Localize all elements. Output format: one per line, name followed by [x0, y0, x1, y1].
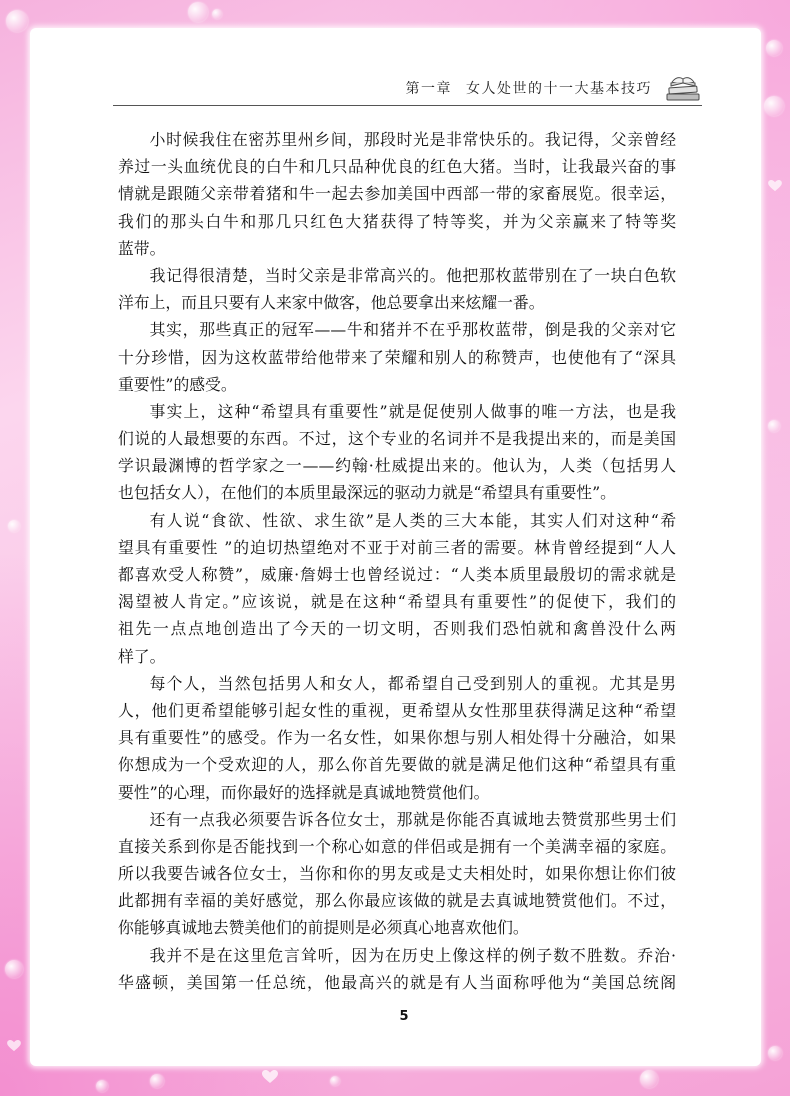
decorative-bubble	[5, 960, 23, 978]
text-line: 我记得很清楚，当时父亲是非常高兴的。他把那枚蓝带别在了一块白色软	[149, 265, 676, 285]
decorative-bubble	[640, 1070, 658, 1088]
chapter-title: 女人处世的十一大基本技巧	[466, 81, 652, 97]
decorative-bubble	[766, 40, 782, 56]
text-line: 你能够真诚地去赞美他们的前提则是必须真心地喜欢他们。	[118, 918, 529, 938]
text-line: 小时候我住在密苏里州乡间，那段时光是非常快乐的。我记得，父亲曾经	[149, 130, 676, 149]
text-line: 具有重要性”的感受。作为一名女性，如果你想与别人相处得十分融洽，如果	[118, 728, 676, 748]
text-line: 所以我要告诫各位女士，当你和你的男友或是丈夫相处时，如果你想让你们彼	[118, 864, 676, 884]
decorative-bubble	[150, 1074, 164, 1088]
paragraph	[118, 316, 676, 398]
header-rule	[113, 105, 702, 106]
paragraph	[118, 398, 676, 507]
text-line: 们说的人最想要的东西。不过，这个专业的名词并不是我提出来的，而是美国	[118, 429, 676, 449]
body-text	[118, 126, 676, 996]
chapter-label: 第一章	[405, 81, 452, 97]
text-line: 都喜欢受人称赞”，威廉·詹姆士也曾经说过：“人类本质里最殷切的需求就是	[118, 565, 676, 584]
decorative-bubble	[188, 2, 208, 22]
text-line: 直接关系到你是否能找到一个称心如意的伴侣或是拥有一个美满幸福的家庭。	[118, 836, 676, 856]
text-line: 人，他们更希望能够引起女性的重视，更希望从女性那里获得满足这种“希望	[118, 700, 676, 720]
decorative-bubble	[764, 96, 784, 116]
paragraph	[118, 942, 676, 996]
text-line: 望具有重要性 ”的迫切热望绝对不亚于对前三者的需要。林肯曾经提到“人人	[118, 537, 676, 557]
paragraph	[118, 262, 676, 316]
text-line: 也包括女人），在他们的本质里最深远的驱动力就是“希望具有重要性”。	[118, 483, 616, 503]
text-line: 此都拥有幸福的美好感觉，那么你最应该做的就是去真诚地赞赏他们。不过，	[118, 891, 676, 911]
decorative-bubble	[6, 10, 28, 32]
text-line: 事实上，这种“希望具有重要性”就是促使别人做事的唯一方法，也是我	[149, 401, 676, 421]
text-line: 情就是跟随父亲带着猪和牛一起去参加美国中西部一带的家畜展览。很幸运，	[118, 184, 676, 204]
paragraph	[118, 126, 676, 262]
heart-icon	[7, 1040, 21, 1052]
page-number: 5	[399, 1009, 409, 1024]
text-line: 每个人，当然包括男人和女人，都希望自己受到别人的重视。尤其是男	[149, 673, 676, 693]
text-line: 渴望被人肯定。”应该说，就是在这种“希望具有重要性”的促使下，我们的	[118, 592, 676, 612]
decorative-bubble	[8, 520, 20, 532]
heart-icon	[768, 180, 782, 192]
decorative-bubble	[212, 9, 222, 19]
paragraph	[118, 507, 676, 670]
text-line: 其实，那些真正的冠军——牛和猪并不在乎那枚蓝带，倒是我的父亲对它	[149, 320, 676, 340]
heart-icon	[262, 1070, 278, 1084]
paragraph	[118, 670, 676, 806]
paragraph	[118, 806, 676, 942]
text-line: 还有一点我必须要告诉各位女士，那就是你能否真诚地去赞赏那些男士们	[149, 809, 676, 829]
text-line: 我们的那头白牛和那几只红色大猪获得了特等奖，并为父亲赢来了特等奖	[118, 211, 676, 231]
text-line: 学识最渊博的哲学家之一——约翰·杜威提出来的。他认为，人类（包括男人	[118, 456, 676, 476]
text-line: 你想成为一个受欢迎的人，那么你首先要做的就是满足他们这种“希望具有重	[118, 755, 676, 775]
text-line: 蓝带。	[118, 238, 166, 258]
text-line: 样了。	[118, 646, 166, 666]
text-line: 我并不是在这里危言耸听，因为在历史上像这样的例子数不胜数。乔治·	[149, 945, 676, 965]
text-line: 洋布上，而且只要有人来家中做客，他总要拿出来炫耀一番。	[118, 293, 545, 313]
text-line: 有人说“食欲、性欲、求生欲”是人类的三大本能，其实人们对这种“希	[149, 510, 676, 530]
decorative-bubble	[330, 1076, 340, 1086]
decorative-bubble	[96, 1080, 108, 1092]
text-line: 祖先一点点地创造出了今天的一切文明，否则我们恐怕就和禽兽没什么两	[118, 619, 676, 639]
text-line: 要性”的心理，而你最好的选择就是真诚地赞赏他们。	[118, 782, 490, 802]
text-line: 重要性”的感受。	[118, 374, 237, 394]
book-stack-icon	[664, 71, 702, 103]
decorative-bubble	[768, 1046, 782, 1060]
decorative-bubble	[768, 420, 780, 432]
text-line: 十分珍惜，因为这枚蓝带给他带来了荣耀和别人的称赞声，也使他有了“深具	[118, 347, 676, 367]
text-line: 养过一头血统优良的白牛和几只品种优良的红色大猪。当时，让我最兴奋的事	[118, 157, 676, 177]
running-header	[406, 80, 653, 98]
text-line: 华盛顿，美国第一任总统，他最高兴的就是有人当面称呼他为“美国总统阁	[118, 972, 676, 992]
